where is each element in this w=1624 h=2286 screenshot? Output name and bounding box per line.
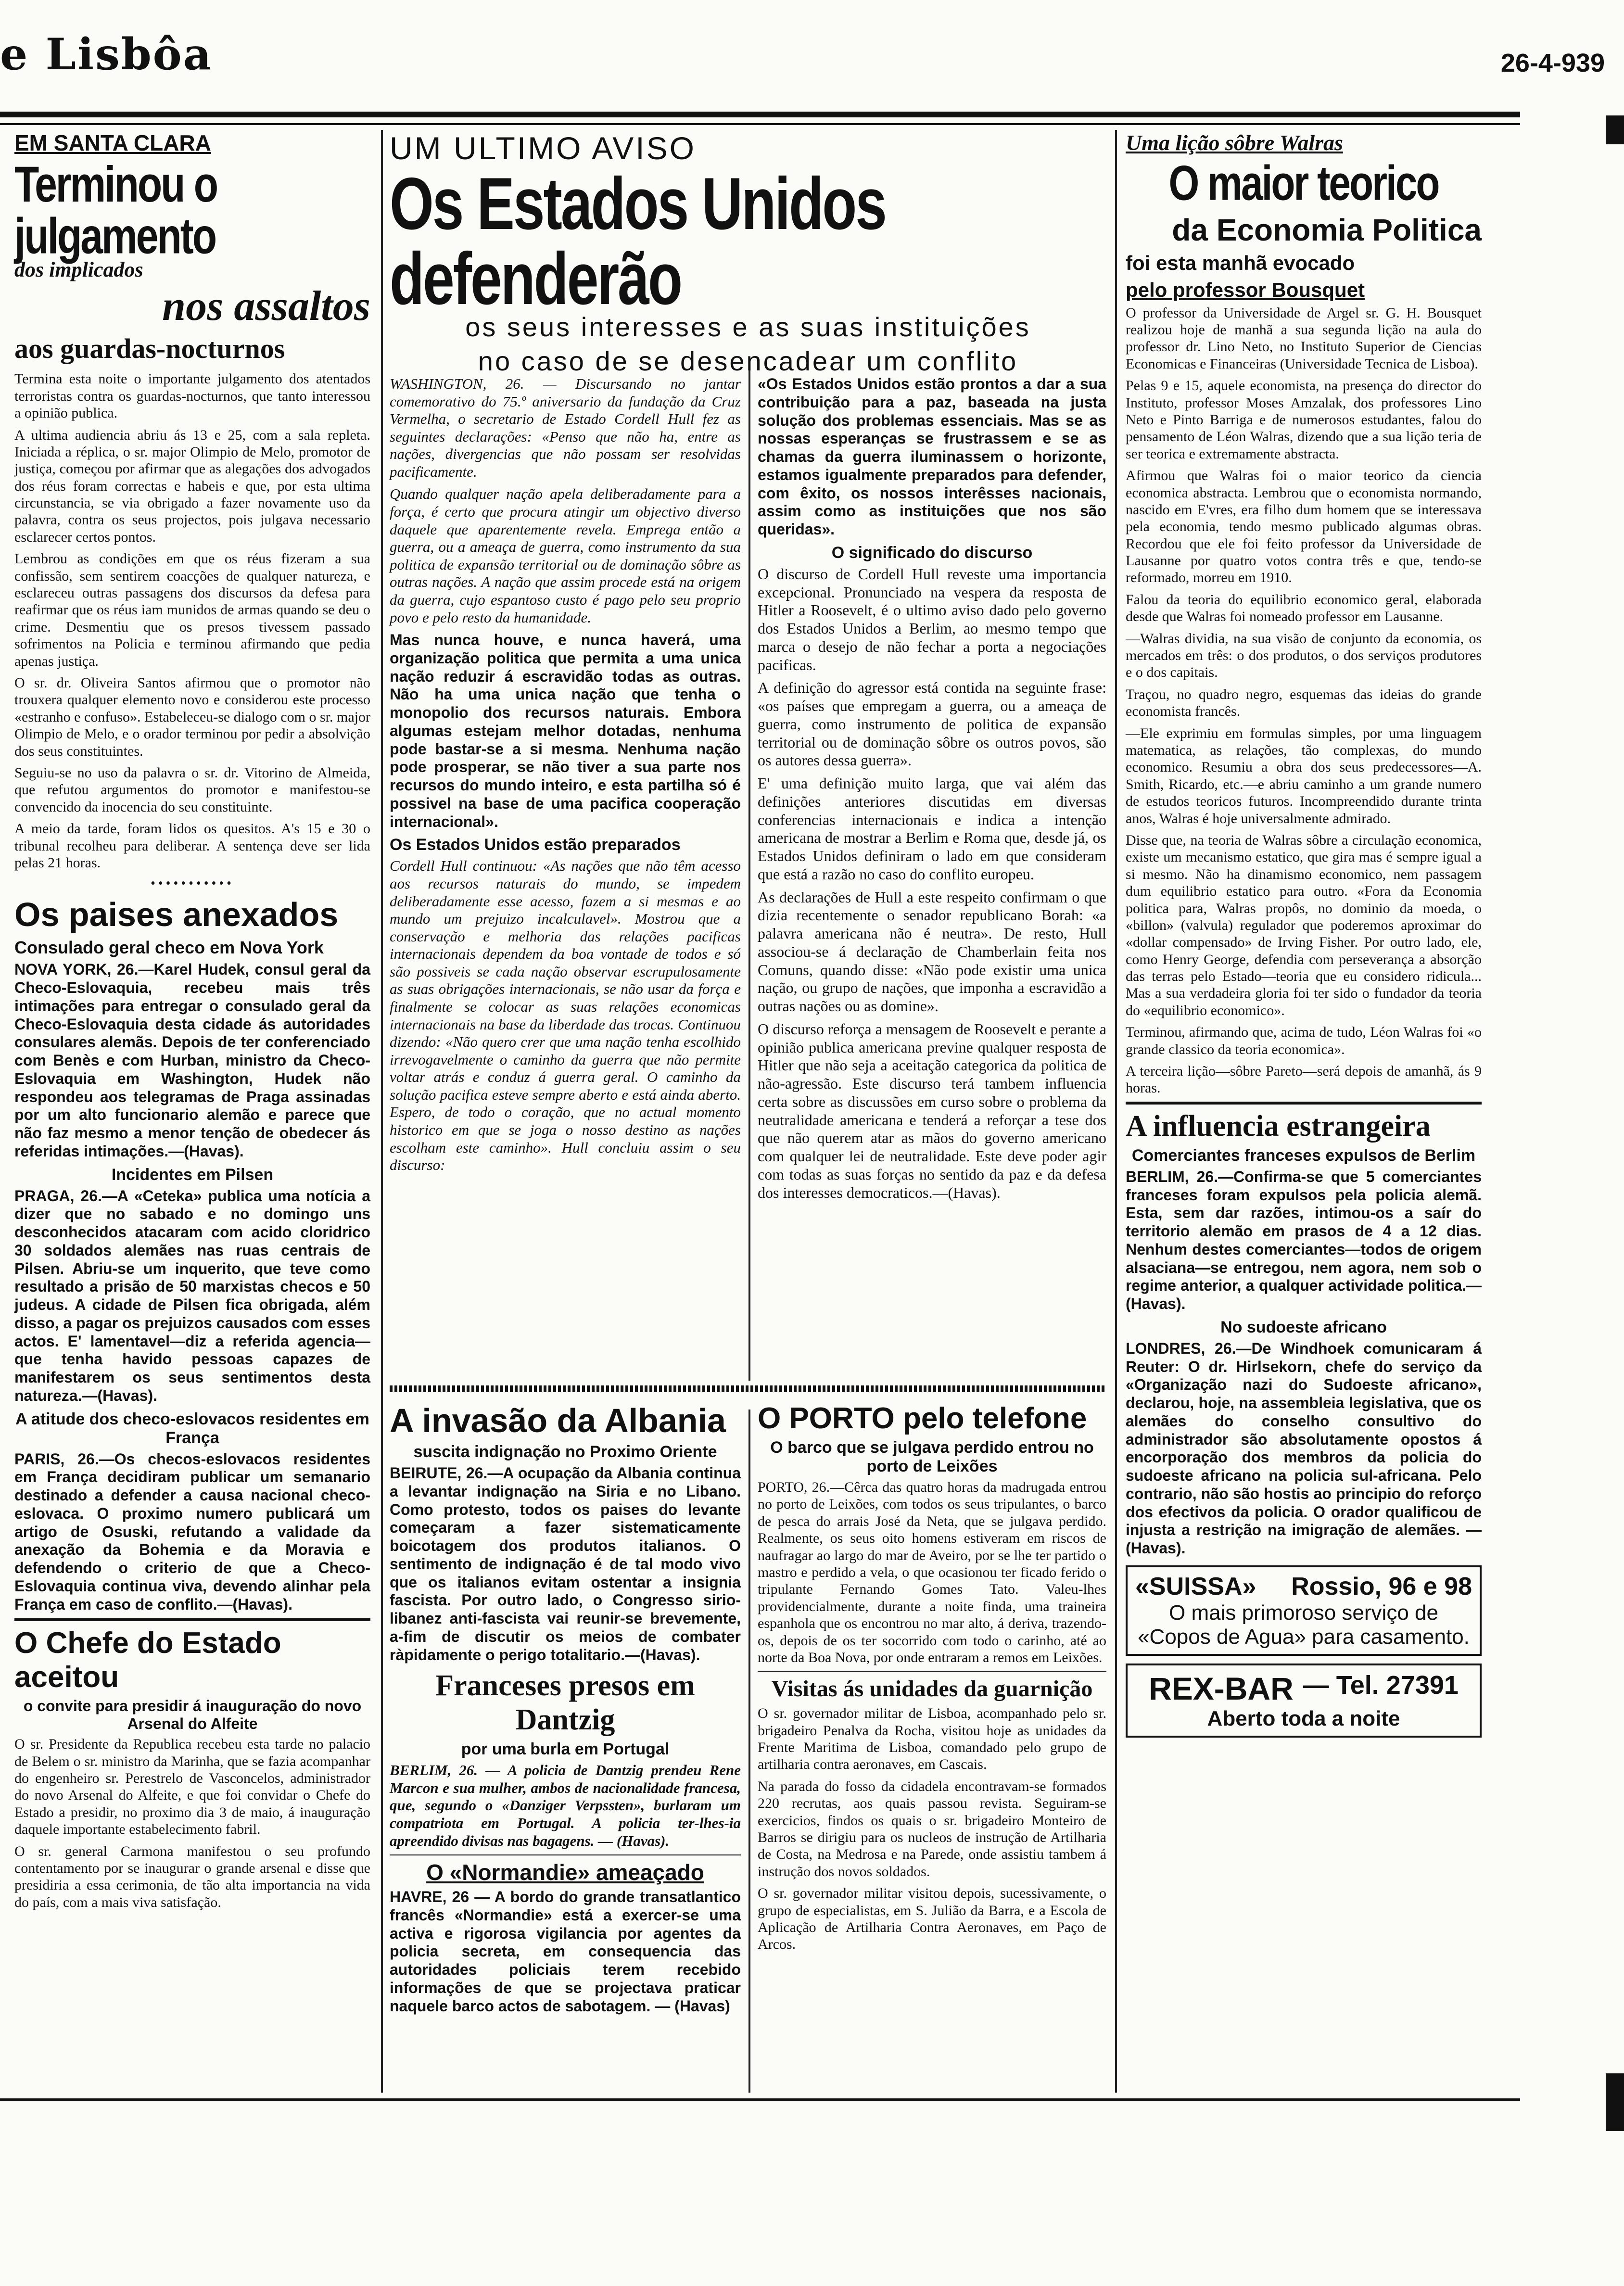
article-headline: Os paises anexados [14, 896, 339, 934]
paragraph: Disse que, na teoria de Walras sôbre a circulação economica, existe um mecanismo estatico, que gira mas é sempre igual a si mesmo. Não ha dinamismo economico, nem passagem dum equilibrio estatico para outro. «Fora da Economia politica para, Walras propôs, no dominio da moeda, o «billon» (valvula) regulador que poderemos aproximar do «dollar compensado» de Irving Fisher. Por outro lado, ele, como Henry George, defendia com perseverança a absorção das terras pelo Estado—teoria que eu considero ridicula... Mas a sua verdadeira gloria foi ter sido o fundador da teoria do «equilibrio economico». [1126, 832, 1482, 1018]
section-rule [1126, 1102, 1482, 1105]
paragraph: Seguiu-se no uso da palavra o sr. dr. Vitorino de Almeida, que refutou argumentos do promotor e manifestou-se convencido da inocencia do seu constituinte. [14, 764, 370, 815]
section-rule [14, 1618, 370, 1621]
paragraph: A meio da tarde, foram lidos os quesitos. A's 15 e 30 o tribunal recolheu para deliberar. A sentença deve ser lida pelas 21 horas. [14, 821, 370, 871]
paragraph: Termina esta noite o importante julgamento dos atentados terroristas contra os guardas-nocturnos, que tanto interessou a opinião publica. [14, 371, 370, 421]
section-rule [758, 1671, 1106, 1672]
paragraph: —Walras dividia, na sua visão de conjunto da economia, os mercados em três: o dos produtos, o dos serviços produtores e o dos capitais. [1126, 630, 1482, 681]
paragraph: O sr. dr. Oliveira Santos afirmou que o promotor não trouxera qualquer elemento novo e considerou este processo «estranho e confuso». Estabeleceu-se dialogo com o sr. major Olimpio de Melo, e o orador terminou por pedir a absolvição dos seus constituintes. [14, 674, 370, 759]
article-subhead: aos guardas-nocturnos [14, 333, 285, 365]
paragraph: O discurso de Cordell Hull reveste uma importancia excepcional. Pronunciado na vespera da resposta de Hitler a Roosevelt, é o ultimo aviso dado pelo governo dos Estados Unidos a Berlim, ao mesmo tempo que marca o desejo de não fechar a porta a negociações pacificas. [758, 565, 1106, 673]
article-headline: Franceses presos em Dantzig [435, 1669, 695, 1737]
section-rule [390, 1385, 1106, 1392]
paragraph: BERLIM, 26.—Confirma-se que 5 comerciantes franceses foram expulsos pela policia alemã. Esta, sem dar razões, intimou-os a saír do territorio alemão em prasos de 4 a 12 dias. Nenhum destes comerciantes—todos de origem alsaciana—se entregou, nem agora, nem sob o regime anterior, a qualquer actividade politica.—(Havas). [1126, 1168, 1482, 1313]
paragraph: O sr. Presidente da Republica recebeu esta tarde no palacio de Belem o sr. ministro da Marinha, que se fazia acompanhar do engenheiro sr. Perestrelo de Vasconcelos, administrador do novo Arsenal do Alfeite, e que foi convidar o Chefe do Estado a presidir, no proximo dia 3 de maio, á inauguração daquele importante estabelecimento fabril. [14, 1736, 370, 1838]
article-subhead: nos assaltos [162, 283, 370, 330]
paragraph: —Ele exprimiu em formulas simples, por uma linguagem matematica, as relações, tão complexas, do mundo economico. Resumiu a obra dos seus predecessores—A. Smith, Ricardo, etc.—e abriu caminho a um grande numero de estudos teoricos futuros. Incompreendido durante trinta anos, Walras é hoje universalmente admirado. [1126, 725, 1482, 826]
advertisement-rex-bar [1126, 1664, 1482, 1738]
article-subhead: os seus interesses e as suas instituições [465, 311, 1031, 342]
article-subhead: O barco que se julgava perdido entrou no porto de Leixões [770, 1438, 1094, 1475]
top-rule-thin [0, 123, 1520, 125]
paragraph: E' uma definição muito larga, que vai além das definições anteriores discutidas em diversas conferencias internacionais e indica a intenção americana de mostrar a Berlim e Roma que, desde já, os Estados Unidos definiram o lado em que consideram que está a razão no caso do conflito europeu. [758, 775, 1106, 883]
paragraph: O discurso reforça a mensagem de Roosevelt e perante a opinião publica americana previne qualquer resposta de Hitler que não seja a aceitação categorica da politica de não-agressão. Este discurso terá tambem influencia certa sobre as discussões em curso sobre o problema da neutralidade americana e tenderá a reforçar a tese dos que não querem atar as mãos do governo americano com qualquer lei de neutralidade. Este deve poder agir com todas as suas forças no sentido da paz e da defesa dos interesses democraticos.—(Havas). [758, 1020, 1106, 1201]
article-headline: O «Normandie» ameaçado [426, 1860, 704, 1885]
advertisement-suissa [1126, 1565, 1482, 1656]
article-subhead: pelo professor Bousquet [1126, 278, 1365, 301]
article-headline: Os Estados Unidos defenderão [390, 163, 886, 321]
paragraph: HAVRE, 26 — A bordo do grande transatlantico francês «Normandie» está a exercer-se uma activa e rigorosa vigilancia por agentes da policia secreta, em consequencia das autoridades policiais terem recebido informações de que se projectava praticar naquele barco actos de sabotagem. — (Havas) [390, 1888, 741, 2015]
ad-address: Rossio, 96 e 98 [1291, 1572, 1472, 1600]
paragraph: PORTO, 26.—Cêrca das quatro horas da madrugada entrou no porto de Leixões, com todos os seus tripulantes, o barco de pesca do arrais José da Neta, que se julgava perdido. Realmente, os seus oito homens estiveram em riscos de naufragar ao largo do mar de Aveiro, por se lhe ter partido o mastro e perdido a vela, o que ocasionou ter ficado ferido o tripulante Fernando Gomes Tato. Valeu-lhes providencialmente, durante a noite finda, uma traineira espanhola que os encontrou no mar alto, á deriva, trazendo-os, depois de os ter socorrido com todo o carinho, até ao norte da Boa Nova, por onde entraram a remos em Leixões. [758, 1479, 1106, 1665]
ad-phone: — Tel. 27391 [1303, 1670, 1459, 1700]
ad-name: REX-BAR [1149, 1670, 1294, 1706]
article-column-2d [758, 1397, 1106, 2095]
section-subhead: Os Estados Unidos estão preparados [390, 836, 681, 854]
paragraph: PRAGA, 26.—A «Ceteka» publica uma notícia a dizer que no sabado e no domingo uns desconhecidos atacaram com acido cloridrico 30 soldados alemães nas ruas centrais de Pilsen. Abriu-se um inquerito, que teve como resultado a prisão de 50 marxistas checos e 50 judeus. A cidade de Pilsen fica obrigada, além disso, a pagar os prejuizos causados com esses actos. E' lamentavel—diz a referida agencia—que tenha havido pessoas capazes de manifestarem os seus sentimentos desta natureza.—(Havas). [14, 1187, 370, 1404]
section-subhead: A atitude dos checo-eslovacos residentes em França [15, 1410, 369, 1447]
article-headline: A invasão da Albania [390, 1402, 726, 1439]
paragraph: Terminou, afirmando que, acima de tudo, Léon Walras foi «o grande classico da teoria economica». [1126, 1024, 1482, 1057]
paragraph: Afirmou que Walras foi o maior teorico da ciencia economica abstracta. Lembrou que o economista normando, nascido em E'vres, era filho dum homem que se interessava pela economia, tendo mesmo publicado algumas obras. Recordou que ele foi feito professor da Universidade de Lausanne por quatro votos contra três e que, tendo-se reformado, morreu em 1910. [1126, 468, 1482, 586]
paragraph: Falou da teoria do equilibrio economico geral, elaborada desde que Walras foi nomeado professor em Lausanne. [1126, 591, 1482, 625]
paragraph: BERLIM, 26. — A policia de Dantzig prendeu Rene Marcon e sua mulher, ambos de nacionalidade francesa, que, segundo o «Danziger Verpssten», burlaram um compatriota em Portugal. A policia ter-lhes-ia apreendido divisas nas bagagens. — (Havas). [390, 1762, 741, 1849]
article-kicker: EM SANTA CLARA [14, 130, 211, 155]
column-divider [749, 361, 750, 1381]
paragraph: Cordell Hull continuou: «As nações que não têm acesso aos recursos naturais do mundo, se impedem deliberadamente esse acesso, fazem a si mesmas e ao mundo um prejuizo incalculavel». Mostrou que a conservação e melhoria das relações pacificas internacionais dependem da boa vontade de todos e só são possiveis se cada nação observar escrupulosamente as suas obrigações internacionais, se não usar da força e finalmente se colocar as suas relações economicas internacionais na base da liberdade das trocas. Continuou dizendo: «Não quero crer que uma nação tenha escolhido irrevogavelmente o caminho da guerra que não permite voltar atrás e conduz á guerra geral. O caminho da solução pacifica esteve sempre aberto e está ainda aberto. Espero, de todo o coração, que no actual momento historico em que se joga o nosso destino as nações escolham este caminho». Hull concluiu assim o seu discurso: [390, 857, 741, 1174]
top-rule [0, 112, 1520, 117]
paragraph: Lembrou as condições em que os réus fizeram a sua confissão, sem sentirem coacções de qualquer natureza, e esclareceu outras passagens dos discursos da defesa para reafirmar que os réus iam munidos de armas quando se deu o crime. Desmentiu que os presos tivessem passado sofrimentos na Policia e terminou afirmando que pedia apenas justiça. [14, 551, 370, 669]
article-kicker: Uma lição sôbre Walras [1126, 130, 1343, 155]
article-column-2a [390, 375, 741, 1381]
article-headline: Terminou o julgamento [14, 155, 217, 264]
paragraph: BEIRUTE, 26.—A ocupação da Albania continua a levantar indignação na Siria e no Libano. Como protesto, todos os paises do levante começaram a fazer sistematicamente boicotagem dos produtos italianos. O sentimento de indignação é de tal modo vivo que os italianos evitam ostentar a insignia fascista. Por outro lado, o Congresso sirio-libanez anti-fascista vai reunir-se brevemente, a-fim de discutir os meios de combater ràpidamente o perigo totalitario.—(Havas). [390, 1464, 741, 1664]
article-subhead: Consulado geral checo em Nova York [14, 938, 324, 958]
article-subhead: o convite para presidir á inauguração do novo Arsenal do Alfeite [23, 1697, 362, 1733]
paragraph: Traçou, no quadro negro, esquemas das ideias do grande economista francês. [1126, 686, 1482, 720]
paragraph: O sr. governador militar de Lisboa, acompanhado pelo sr. brigadeiro Penalva da Rocha, visitou hoje as unidades da Frente Maritima de Lisboa, comandado pelo grupo de artilharia contra aeronaves, em Cascais. [758, 1705, 1106, 1773]
paragraph: Quando qualquer nação apela deliberadamente para a força, é certo que procura atingir um objectivo diverso daquele que aparentemente revela. Emprega então a guerra, ou a ameaça de guerra, como instrumento da sua politica de expansão territorial ou de dominação sôbre as outras nações. A nação que assim procede está na origem da guerra, cujo espantoso custo é pago pelo seu proprio povo e pelo resto da humanidade. [390, 485, 741, 626]
article-headline: O maior teorico [1168, 156, 1439, 211]
article-headline: Visitas ás unidades da guarnição [771, 1676, 1093, 1702]
article-column-2-header [390, 130, 1106, 376]
section-rule [390, 1854, 741, 1855]
paragraph: Na parada do fosso da cidadela encontravam-se formados 220 recrutas, aos quais passou revista. Seguiram-se exercicios, findos os quais o sr. brigadeiro Monteiro de Barros se dirigiu para os nucleos de instrução de Artilharia de Costa, na Medrosa e na Parede, onde assistiu tambem á instrução dos novos soldados. [758, 1778, 1106, 1880]
section-subhead: Incidentes em Pilsen [111, 1165, 274, 1184]
column-divider [1115, 130, 1117, 2093]
article-column-2c [390, 1397, 741, 2095]
paragraph: A ultima audiencia abriu ás 13 e 25, com a sala repleta. Iniciada a réplica, o sr. major Olimpio de Melo, promotor de justiça, começou por afirmar que as alegações dos advogados dos réus foram correctas e habeis e que, por esta ultima circunstancia, se via obrigado a fazer novamente uso da palavra, contra os seus projectos, pois julgava necessario esclarecer certos pontos. [14, 427, 370, 545]
article-column-2b [758, 375, 1106, 1381]
ad-name: «SUISSA» [1135, 1572, 1256, 1600]
column-divider [749, 1410, 750, 2093]
article-subhead: foi esta manhã evocado [1126, 251, 1355, 274]
masthead [0, 0, 1624, 111]
ad-text: Aberto toda a noite [1207, 1706, 1400, 1730]
article-subhead: no caso de se desencadear um conflito [478, 345, 1018, 376]
paragraph: A terceira lição—sôbre Pareto—será depois de amanhã, ás 9 horas. [1126, 1063, 1482, 1096]
article-kicker: UM ULTIMO AVISO [390, 130, 696, 166]
article-column-3 [1126, 130, 1482, 2093]
paragraph: A definição do agressor está contida na seguinte frase: «os países que empregam a guerra, ou a ameaça de guerra, como instrumento de politica de expansão territorial ou de dominação sôbre os outros povos, são os autores dessa guerra». [758, 679, 1106, 769]
paragraph: Mas nunca houve, e nunca haverá, uma organização politica que permita a uma unica nação reduzir á escravidão todas as outras. Não ha uma unica nação que tenha o monopolio dos recursos naturais. Embora algumas estejam melhor dotadas, nenhuma pode bastar-se a si mesma. Nenhuma nação pode prosperar, se não tiver a sua parte nos recursos do mundo inteiro, e esta partilha só é possivel na base de uma pacifica cooperação internacional». [390, 631, 741, 830]
section-subhead: O significado do discurso [831, 543, 1033, 562]
paragraph: O professor da Universidade de Argel sr. G. H. Bousquet realizou hoje de manhã a sua segunda lição na aula do professor dr. Lino Neto, no Instituto Superior de Ciencias Economicas e Financeiras (Universidade Tecnica de Lisboa). [1126, 305, 1482, 372]
paragraph: As declarações de Hull a este respeito confirmam o que dizia recentemente o senador republicano Borah: «a palavra americana não é neutra». De resto, Hull associou-se á declaração de Chamberlain feita nos Comuns, quando disse: «Não pode existir uma unica nação, ou grupo de nações, que imponha a escravidão a outras nações ou as domine». [758, 888, 1106, 1015]
column-divider [381, 130, 383, 2093]
article-subhead: dos implicados [14, 258, 143, 282]
issue-date: 26-4-939 [1500, 49, 1605, 77]
article-subhead: Comerciantes franceses expulsos de Berlim [1131, 1146, 1476, 1165]
page-edge-marks [1595, 111, 1624, 2131]
article-headline: O Chefe do Estado aceitou [14, 1626, 281, 1694]
article-subhead: suscita indignação no Proximo Oriente [413, 1443, 717, 1461]
paragraph: PARIS, 26.—Os checos-eslovacos residentes em França decidiram publicar um semanario destinado a defender a causa nacional checo-eslovaca. O proximo numero publicará um artigo de Osuski, refutando a validade da anexação da Bohemia e da Moravia e defendendo o criterio de que a Checo-Eslovaquia continua viva, devendo alinhar pela França em caso de conflito.—(Havas). [14, 1450, 370, 1613]
paragraph: «Os Estados Unidos estão prontos a dar a sua contribuição para a paz, baseada na justa solução dos problemas essenciais. Mas se as nossas esperanças se frustrassem e se as chamas da guerra iluminassem o horizonte, estamos igualmente preparados para defender, com êxito, os nossos interêsses nacionais, assim como as instituições que nos são queridas». [758, 375, 1106, 538]
paragraph: O sr. general Carmona manifestou o seu profundo contentamento por se inaugurar o grande arsenal e disse que presidiria a essa cerimonia, de tão alta importancia na vida do país, com a mais viva satisfação. [14, 1843, 370, 1910]
section-subhead: No sudoeste africano [1220, 1318, 1387, 1336]
separator: ••••••••••• [151, 876, 234, 891]
article-column-1 [14, 130, 370, 2093]
article-subhead: por uma burla em Portugal [461, 1740, 670, 1759]
bottom-rule [0, 2098, 1520, 2101]
paper-name: e Lisbôa [0, 29, 213, 80]
article-headline: da Economia Politica [1172, 212, 1482, 247]
paragraph: O sr. governador militar visitou depois, sucessivamente, o grupo de especialistas, em S. Julião da Barra, e a Escola de Aplicação de Artilharia Contra Aeronaves, em Paço de Arcos. [758, 1885, 1106, 1953]
article-headline: O PORTO pelo telefone [758, 1402, 1087, 1435]
paragraph: LONDRES, 26.—De Windhoek comunicaram á Reuter: O dr. Hirlsekorn, chefe do serviço da «Organização nazi do Sudoeste africano», declarou, hoje, na assembleia legislativa, que os alemães do conselho consultivo do administrador são absolutamente opostos á encorporação dos membros da policia do sudoeste africano na policia sul-africana. Pelo contrario, não são hostis ao principio do reforço dos efectivos da policia. O orador qualificou de injusta a restrição na imigração de alemães. — (Havas). [1126, 1339, 1482, 1557]
paragraph: WASHINGTON, 26. — Discursando no jantar comemorativo do 75.º aniversario da fundação da Cruz Vermelha, o secretario de Estado Cordell Hull fez as seguintes declarações: «Penso que não ha, entre as nações, divergencias que não possam ser resolvidas pacificamente. [390, 375, 741, 480]
paragraph: Pelas 9 e 15, aquele economista, na presença do director do Instituto, professor Moses Amzalak, dos professores Lino Neto e Pinto Barriga e de numerosos estudantes, falou do pensamento de Léon Walras, dizendo que a sua lição teria de ser teorica e extremamente abstracta. [1126, 378, 1482, 462]
article-headline: A influencia estrangeira [1126, 1109, 1431, 1143]
ad-text: O mais primoroso serviço de «Copos de Agua» para casamento. [1138, 1600, 1470, 1649]
paragraph: NOVA YORK, 26.—Karel Hudek, consul geral da Checo-Eslovaquia, recebeu mais três intimações para entregar o consulado geral da Checo-Eslovaquia desta cidade ás autoridades consulares alemãs. Depois de ter conferenciado com Benès e com Hurban, ministro da Checo-Eslovaquia em Washington, Hudek não respondeu aos telegramas de Praga assinadas por um alto funcionario alemão e parece que não faz mesmo a menor tenção de obedecer ás referidas intimações.—(Havas). [14, 961, 370, 1160]
